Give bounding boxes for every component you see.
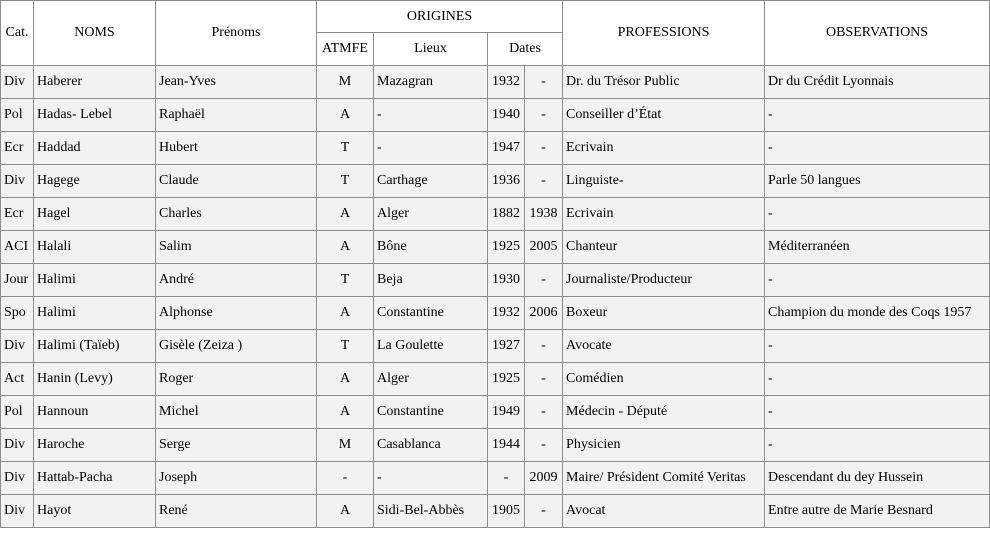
- cell-prenom: Roger: [156, 363, 317, 396]
- cell-observation: -: [765, 132, 990, 165]
- cell-profession: Chanteur: [563, 231, 765, 264]
- cell-profession: Linguiste-: [563, 165, 765, 198]
- cell-prenom: Hubert: [156, 132, 317, 165]
- cell-prenom: Claude: [156, 165, 317, 198]
- cell-cat: Ecr: [1, 198, 34, 231]
- cell-date-end: -: [525, 363, 563, 396]
- cell-atmfe: M: [317, 429, 374, 462]
- cell-nom: Halimi (Taïeb): [34, 330, 156, 363]
- cell-lieu: Beja: [374, 264, 488, 297]
- header-atmfe: ATMFE: [317, 33, 374, 66]
- cell-prenom: Jean-Yves: [156, 66, 317, 99]
- table-row: [1, 165, 990, 198]
- header-cat: Cat.: [1, 1, 34, 66]
- cell-date-end: 1938: [525, 198, 563, 231]
- cell-lieu: Bône: [374, 231, 488, 264]
- cell-lieu: -: [374, 132, 488, 165]
- cell-profession: Physicien: [563, 429, 765, 462]
- cell-date-end: -: [525, 66, 563, 99]
- cell-atmfe: A: [317, 198, 374, 231]
- cell-nom: Halimi: [34, 264, 156, 297]
- cell-prenom: Gisèle (Zeiza ): [156, 330, 317, 363]
- cell-date-start: 1947: [488, 132, 525, 165]
- cell-lieu: Casablanca: [374, 429, 488, 462]
- cell-profession: Maire/ Président Comité Veritas: [563, 462, 765, 495]
- cell-profession: Conseiller d’État: [563, 99, 765, 132]
- cell-atmfe: T: [317, 132, 374, 165]
- table-row: [1, 132, 990, 165]
- cell-atmfe: A: [317, 99, 374, 132]
- cell-date-start: 1925: [488, 231, 525, 264]
- cell-date-start: 1944: [488, 429, 525, 462]
- table-row: [1, 231, 990, 264]
- cell-observation: Entre autre de Marie Besnard: [765, 495, 990, 528]
- cell-observation: Méditerranéen: [765, 231, 990, 264]
- cell-profession: Comédien: [563, 363, 765, 396]
- header-dates: Dates: [488, 33, 563, 66]
- cell-date-end: -: [525, 165, 563, 198]
- cell-date-end: -: [525, 99, 563, 132]
- cell-lieu: Carthage: [374, 165, 488, 198]
- cell-atmfe: M: [317, 66, 374, 99]
- table-row: [1, 330, 990, 363]
- cell-observation: Champion du monde des Coqs 1957: [765, 297, 990, 330]
- cell-date-end: 2006: [525, 297, 563, 330]
- cell-cat: Ecr: [1, 132, 34, 165]
- cell-prenom: René: [156, 495, 317, 528]
- cell-date-start: 1925: [488, 363, 525, 396]
- cell-observation: Descendant du dey Hussein: [765, 462, 990, 495]
- cell-profession: Médecin - Député: [563, 396, 765, 429]
- cell-profession: Dr. du Trésor Public: [563, 66, 765, 99]
- cell-nom: Haberer: [34, 66, 156, 99]
- table-row: [1, 429, 990, 462]
- cell-observation: -: [765, 363, 990, 396]
- cell-prenom: Serge: [156, 429, 317, 462]
- cell-lieu: Alger: [374, 198, 488, 231]
- cell-nom: Hadas- Lebel: [34, 99, 156, 132]
- header-prenoms: Prénoms: [156, 1, 317, 66]
- cell-date-end: -: [525, 132, 563, 165]
- cell-lieu: Sidi-Bel-Abbès: [374, 495, 488, 528]
- cell-profession: Ecrivain: [563, 132, 765, 165]
- cell-date-end: -: [525, 264, 563, 297]
- cell-cat: ACI: [1, 231, 34, 264]
- cell-profession: Avocat: [563, 495, 765, 528]
- cell-observation: -: [765, 99, 990, 132]
- cell-atmfe: A: [317, 363, 374, 396]
- cell-prenom: Raphaël: [156, 99, 317, 132]
- cell-nom: Hannoun: [34, 396, 156, 429]
- cell-observation: -: [765, 330, 990, 363]
- cell-date-end: -: [525, 429, 563, 462]
- cell-cat: Div: [1, 429, 34, 462]
- cell-date-end: -: [525, 396, 563, 429]
- cell-lieu: Mazagran: [374, 66, 488, 99]
- table-row: [1, 264, 990, 297]
- cell-date-start: 1905: [488, 495, 525, 528]
- header-observations: OBSERVATIONS: [765, 1, 990, 66]
- cell-cat: Pol: [1, 396, 34, 429]
- cell-date-start: 1949: [488, 396, 525, 429]
- cell-prenom: Alphonse: [156, 297, 317, 330]
- cell-date-start: 1882: [488, 198, 525, 231]
- table-body: [1, 66, 990, 528]
- cell-prenom: Charles: [156, 198, 317, 231]
- cell-date-start: 1932: [488, 297, 525, 330]
- cell-observation: -: [765, 264, 990, 297]
- cell-observation: Dr du Crédit Lyonnais: [765, 66, 990, 99]
- cell-date-end: 2005: [525, 231, 563, 264]
- cell-prenom: Salim: [156, 231, 317, 264]
- cell-atmfe: A: [317, 297, 374, 330]
- cell-prenom: Michel: [156, 396, 317, 429]
- cell-nom: Haroche: [34, 429, 156, 462]
- table-row: [1, 462, 990, 495]
- cell-observation: -: [765, 396, 990, 429]
- cell-date-end: -: [525, 495, 563, 528]
- cell-cat: Div: [1, 495, 34, 528]
- table-row: [1, 99, 990, 132]
- cell-cat: Act: [1, 363, 34, 396]
- cell-date-end: -: [525, 330, 563, 363]
- table-row: [1, 495, 990, 528]
- table-row: [1, 66, 990, 99]
- cell-date-end: 2009: [525, 462, 563, 495]
- cell-date-start: -: [488, 462, 525, 495]
- cell-observation: -: [765, 429, 990, 462]
- cell-prenom: André: [156, 264, 317, 297]
- header-origines: ORIGINES: [317, 1, 563, 33]
- cell-cat: Pol: [1, 99, 34, 132]
- cell-date-start: 1940: [488, 99, 525, 132]
- cell-atmfe: A: [317, 231, 374, 264]
- table-row: [1, 363, 990, 396]
- table-row: [1, 396, 990, 429]
- cell-nom: Halali: [34, 231, 156, 264]
- cell-atmfe: A: [317, 495, 374, 528]
- table-row: [1, 198, 990, 231]
- cell-date-start: 1936: [488, 165, 525, 198]
- cell-lieu: Constantine: [374, 297, 488, 330]
- cell-nom: Haddad: [34, 132, 156, 165]
- cell-profession: Boxeur: [563, 297, 765, 330]
- cell-cat: Div: [1, 462, 34, 495]
- cell-nom: Hanin (Levy): [34, 363, 156, 396]
- cell-observation: Parle 50 langues: [765, 165, 990, 198]
- cell-cat: Div: [1, 165, 34, 198]
- table-header: [1, 1, 990, 66]
- cell-lieu: -: [374, 99, 488, 132]
- header-noms: NOMS: [34, 1, 156, 66]
- cell-profession: Ecrivain: [563, 198, 765, 231]
- cell-cat: Div: [1, 330, 34, 363]
- cell-nom: Halimi: [34, 297, 156, 330]
- cell-observation: -: [765, 198, 990, 231]
- cell-cat: Spo: [1, 297, 34, 330]
- cell-atmfe: -: [317, 462, 374, 495]
- cell-cat: Div: [1, 66, 34, 99]
- table-row: [1, 297, 990, 330]
- cell-profession: Journaliste/Producteur: [563, 264, 765, 297]
- cell-lieu: Alger: [374, 363, 488, 396]
- cell-date-start: 1930: [488, 264, 525, 297]
- cell-profession: Avocate: [563, 330, 765, 363]
- cell-atmfe: A: [317, 396, 374, 429]
- header-professions: PROFESSIONS: [563, 1, 765, 66]
- header-lieux: Lieux: [374, 33, 488, 66]
- cell-nom: Hattab-Pacha: [34, 462, 156, 495]
- cell-atmfe: T: [317, 264, 374, 297]
- cell-lieu: -: [374, 462, 488, 495]
- cell-nom: Hayot: [34, 495, 156, 528]
- cell-nom: Hagel: [34, 198, 156, 231]
- cell-prenom: Joseph: [156, 462, 317, 495]
- cell-lieu: Constantine: [374, 396, 488, 429]
- cell-atmfe: T: [317, 330, 374, 363]
- cell-atmfe: T: [317, 165, 374, 198]
- cell-date-start: 1927: [488, 330, 525, 363]
- cell-lieu: La Goulette: [374, 330, 488, 363]
- cell-cat: Jour: [1, 264, 34, 297]
- cell-nom: Hagege: [34, 165, 156, 198]
- cell-date-start: 1932: [488, 66, 525, 99]
